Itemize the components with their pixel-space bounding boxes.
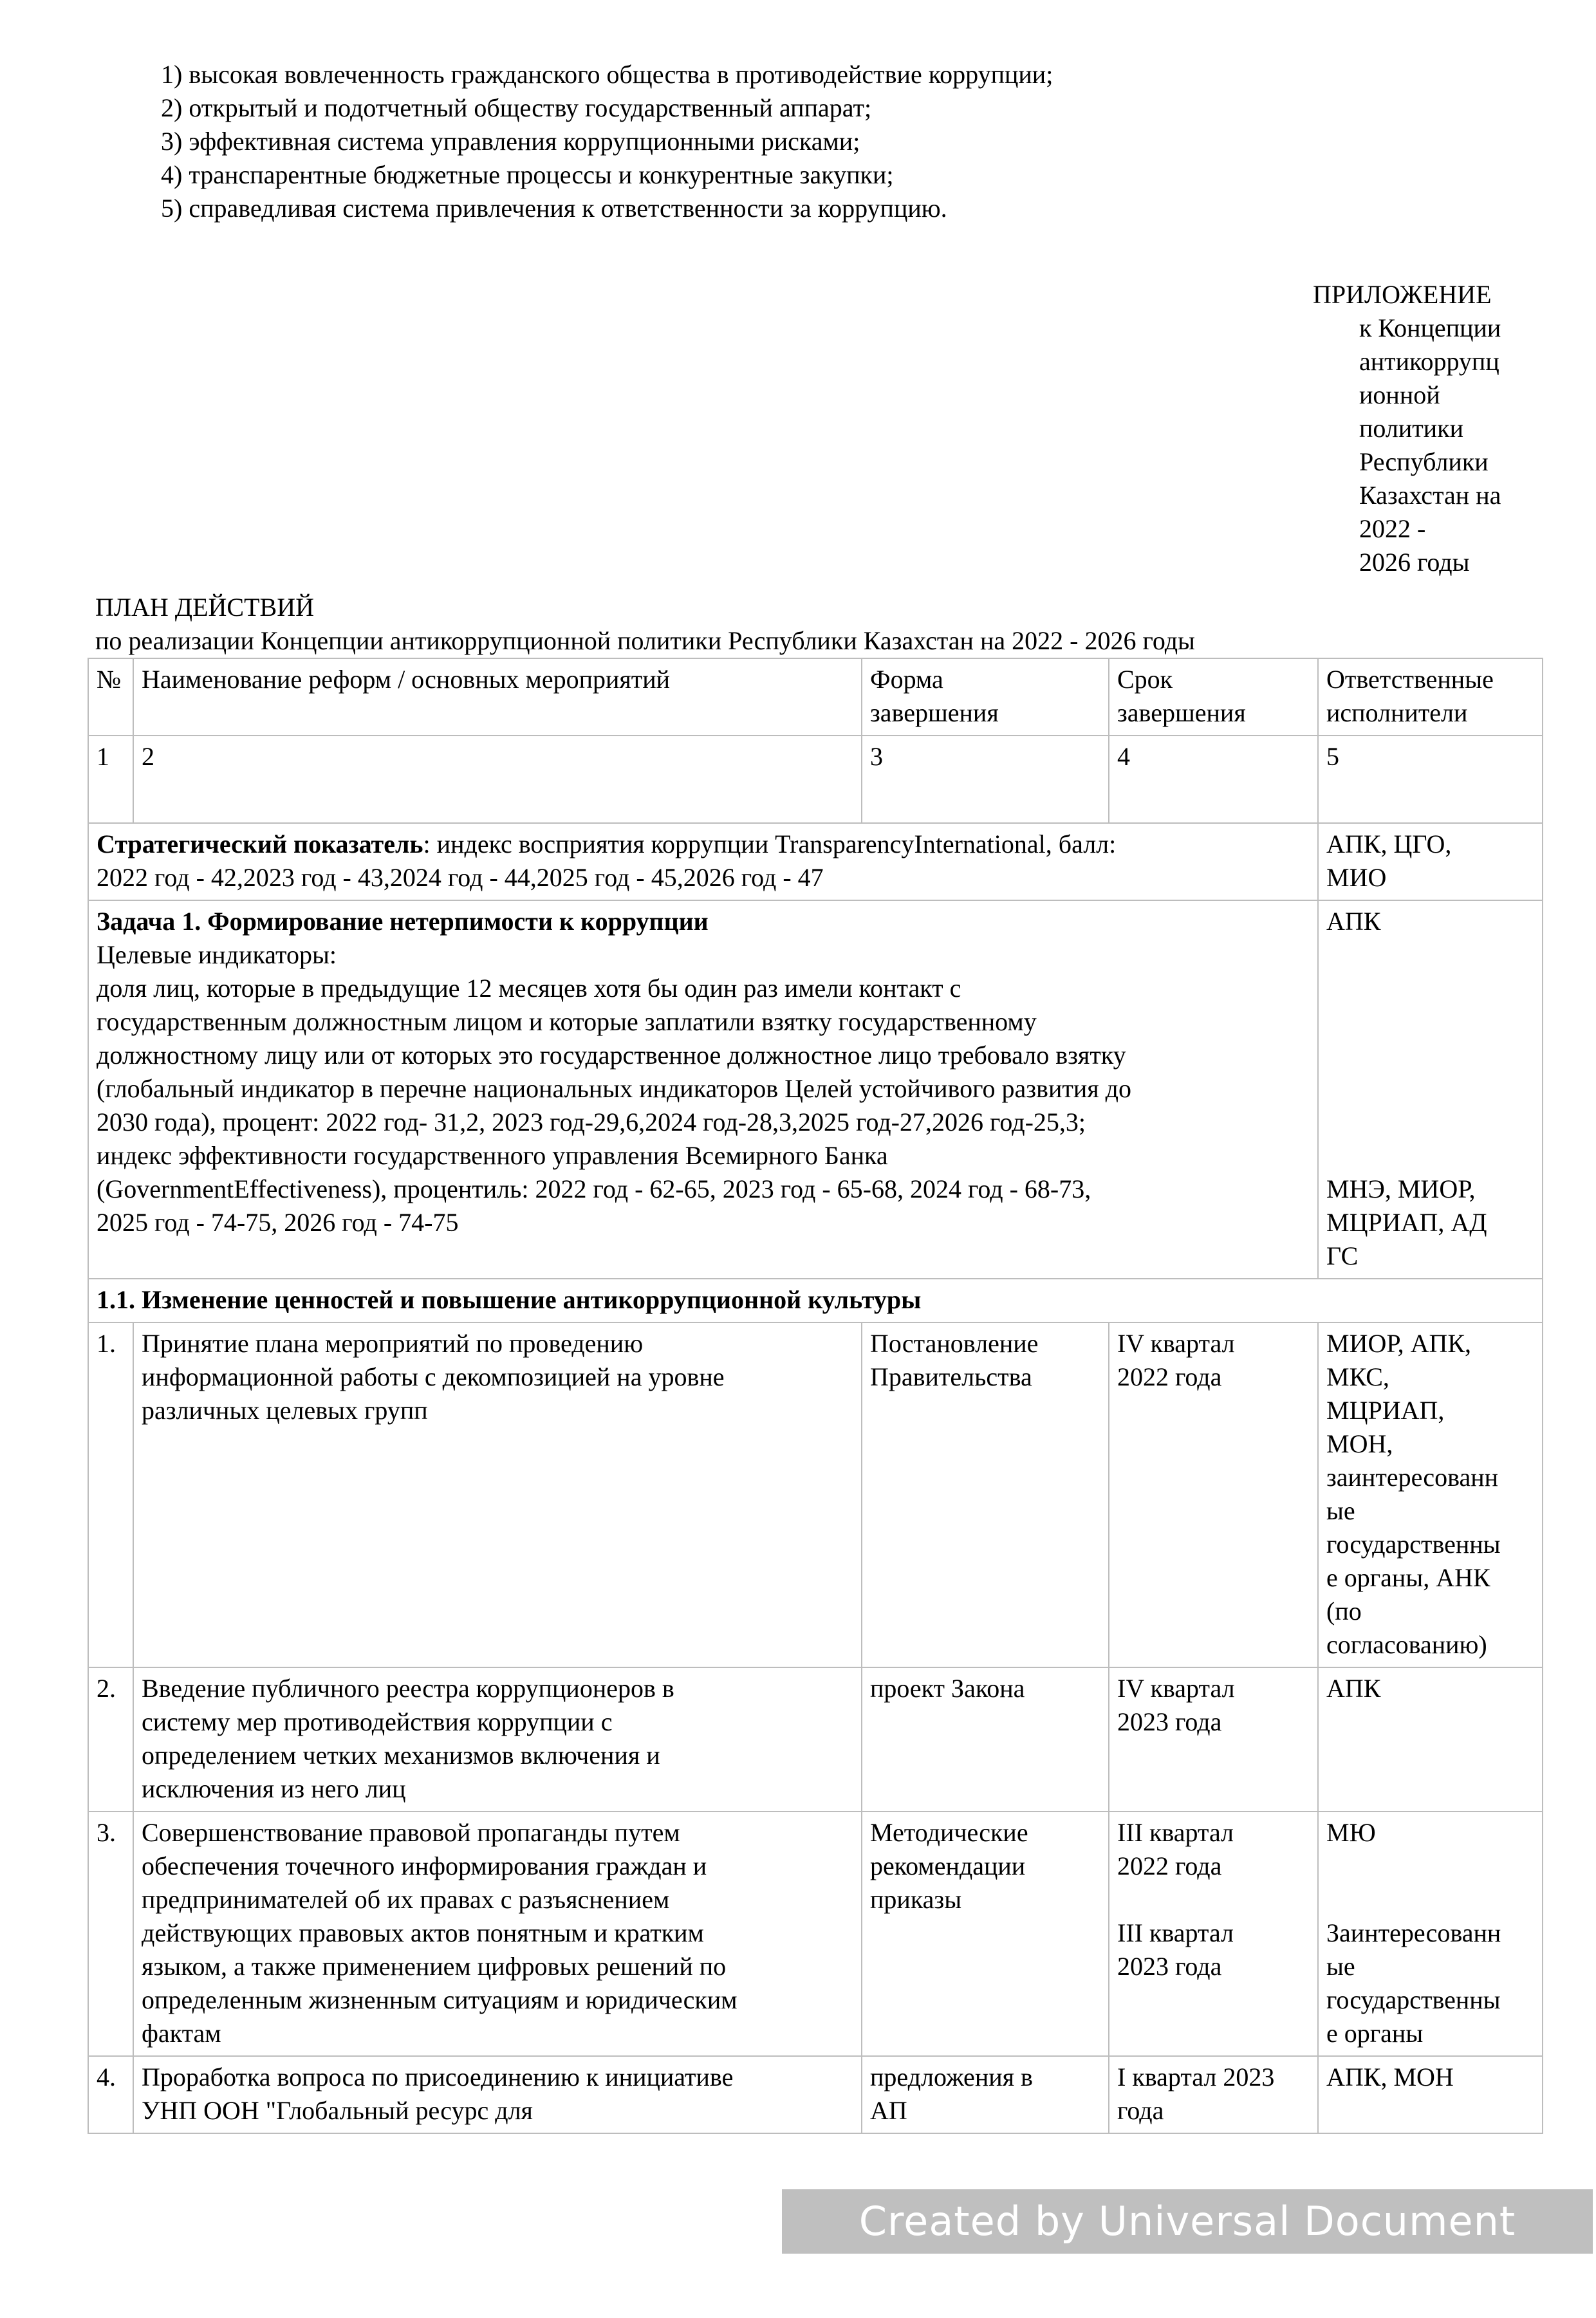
numbering-cell: 5 xyxy=(1318,736,1543,823)
row-term: IV квартал 2023 года xyxy=(1109,1667,1318,1812)
task-title: Задача 1. Формирование нетерпимости к коррупции xyxy=(97,907,709,936)
appendix-line: 2026 годы xyxy=(1359,548,1470,577)
header-num: № xyxy=(88,658,133,736)
table-header-row xyxy=(88,658,1543,736)
row-form: Постановление Правительства xyxy=(862,1322,1109,1667)
header-name: Наименование реформ / основных мероприятий xyxy=(133,658,862,736)
row-num: 3. xyxy=(88,1812,133,2056)
row-form: проект Закона xyxy=(862,1667,1109,1812)
row-form: Методические рекомендации приказы xyxy=(862,1812,1109,2056)
row-term: IV квартал 2022 года xyxy=(1109,1322,1318,1667)
table-row xyxy=(88,1667,1543,1812)
row-name: Введение публичного реестра коррупционеров в систему мер противодействия коррупции с определением четких механизмов включения и исключения из него лиц xyxy=(133,1667,862,1812)
intro-item: 5) справедливая система привлечения к ответственности за коррупцию. xyxy=(161,194,947,223)
watermark-banner: Created by Universal Document Converter xyxy=(782,2189,1593,2254)
appendix-line: ионной xyxy=(1359,380,1440,409)
action-plan-table xyxy=(88,658,1543,2134)
numbering-cell: 2 xyxy=(133,736,862,823)
section-row xyxy=(88,1279,1543,1322)
appendix-block xyxy=(1313,278,1570,579)
row-num: 1. xyxy=(88,1322,133,1667)
task-row xyxy=(88,900,1543,1279)
appendix-line: 2022 - xyxy=(1359,514,1426,543)
row-resp: АПК xyxy=(1318,1667,1543,1812)
table-row xyxy=(88,1812,1543,2056)
row-num: 2. xyxy=(88,1667,133,1812)
table-row xyxy=(88,2056,1543,2133)
row-term: I квартал 2023 года xyxy=(1109,2056,1318,2133)
table-row xyxy=(88,1322,1543,1667)
appendix-line: антикоррупц xyxy=(1359,347,1499,376)
intro-item: 1) высокая вовлеченность гражданского общества в противодействие коррупции; xyxy=(161,60,1053,89)
appendix-line: Республики xyxy=(1359,447,1489,476)
row-resp: МИОР, АПК, МКС, МЦРИАП, МОН, заинтересованн ые государственны е органы, АНК (по согласованию) xyxy=(1318,1322,1543,1667)
intro-item: 2) открытый и подотчетный обществу государственный аппарат; xyxy=(161,93,872,122)
intro-item: 4) транспарентные бюджетные процессы и конкурентные закупки; xyxy=(161,160,894,189)
header-term: Срок завершения xyxy=(1109,658,1318,736)
plan-subtitle: по реализации Концепции антикоррупционной политики Республики Казахстан на 2022 - 2026 годы xyxy=(95,626,1195,655)
numbering-cell: 3 xyxy=(862,736,1109,823)
intro-item: 3) эффективная система управления коррупционными рисками; xyxy=(161,127,860,156)
strategic-label: Стратегический показатель xyxy=(97,830,423,858)
row-resp: МЮ Заинтересованн ые государственны е органы xyxy=(1318,1812,1543,2056)
row-name: Проработка вопроса по присоединению к инициативе УНП ООН "Глобальный ресурс для xyxy=(133,2056,862,2133)
task-cell: Задача 1. Формирование нетерпимости к коррупции Целевые индикаторы: доля лиц, которые в предыдущие 12 месяцев хотя бы один раз имели контакт с государственным должностным лицом и которые заплатили взятку государственному должностному лицу или от которых это государственное должностное лицо требовало взятку (глобальный индикатор в перечне национальных индикаторов Целей устойчивого развития до 2030 года), процент: 2022 год- 31,2, 2023 год-29,6,2024 год-28,3,2025 год-27,2026 год-25,3; индекс эффективности государственного управления Всемирного Банка (GovernmentEffectiveness), процентиль: 2022 год - 62-65, 2023 год - 65-68, 2024 год - 68-73, 2025 год - 74-75, 2026 год - 74-75 xyxy=(88,900,1318,1279)
header-resp: Ответственные исполнители xyxy=(1318,658,1543,736)
intro-list xyxy=(161,58,1448,225)
row-form: предложения в АП xyxy=(862,2056,1109,2133)
numbering-cell: 1 xyxy=(88,736,133,823)
strategic-indicator-cell: Стратегический показатель: индекс восприятия коррупции TransparencyInternational, балл: 2022 год - 42,2023 год - 43,2024 год - 44,2025 год - 45,2026 год - 47 xyxy=(88,823,1318,900)
task-resp: АПК МНЭ, МИОР, МЦРИАП, АД ГС xyxy=(1318,900,1543,1279)
header-form: Форма завершения xyxy=(862,658,1109,736)
appendix-heading: ПРИЛОЖЕНИЕ xyxy=(1313,280,1492,309)
row-num: 4. xyxy=(88,2056,133,2133)
plan-title: ПЛАН ДЕЙСТВИЙ xyxy=(95,593,314,622)
appendix-line: политики xyxy=(1359,414,1463,443)
row-resp: АПК, МОН xyxy=(1318,2056,1543,2133)
appendix-line: Казахстан на xyxy=(1359,481,1501,510)
row-term: III квартал 2022 года III квартал 2023 года xyxy=(1109,1812,1318,2056)
appendix-line: к Концепции xyxy=(1359,313,1501,342)
numbering-row xyxy=(88,736,1543,823)
strategic-indicator-row xyxy=(88,823,1543,900)
strategic-resp: АПК, ЦГО, МИО xyxy=(1318,823,1543,900)
numbering-cell: 4 xyxy=(1109,736,1318,823)
section-title: 1.1. Изменение ценностей и повышение антикоррупционной культуры xyxy=(88,1279,1543,1322)
row-name: Принятие плана мероприятий по проведению информационной работы с декомпозицией на уровне различных целевых групп xyxy=(133,1322,862,1667)
row-name: Совершенствование правовой пропаганды путем обеспечения точечного информирования граждан и предпринимателей об их правах с разъяснением действующих правовых актов понятным и кратким языком, а также применением цифровых решений по определенным жизненным ситуациям и юридическим фактам xyxy=(133,1812,862,2056)
